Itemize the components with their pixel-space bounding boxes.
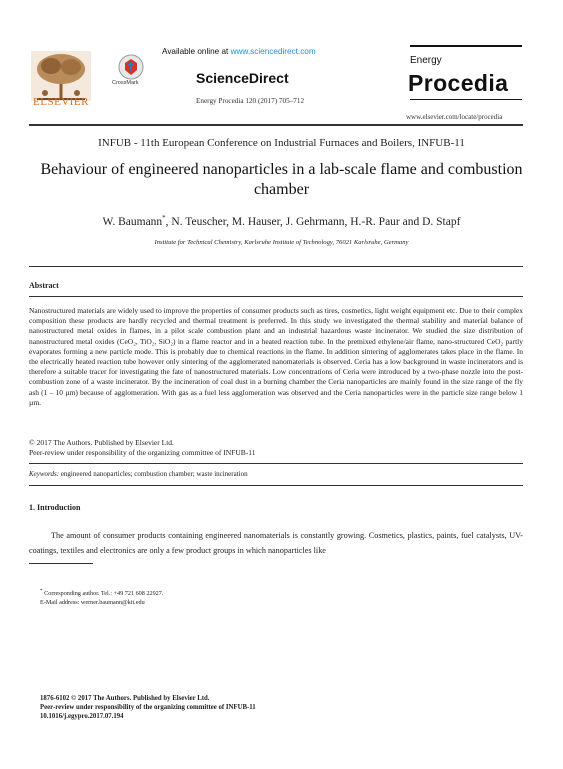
energy-label: Energy: [410, 55, 442, 66]
available-online-line: [162, 47, 316, 56]
journal-citation: Energy Procedia 120 (2017) 705–712: [196, 97, 305, 105]
copyright-line: © 2017 The Authors. Published by Elsevier Ltd.: [29, 438, 174, 447]
abstract-heading-rule: [29, 296, 523, 297]
journal-url[interactable]: www.elsevier.com/locate/procedia: [406, 113, 503, 121]
footnote-line1: Corresponding author. Tel.: +49 721 608 22927.: [42, 590, 164, 598]
affiliation: Institute for Technical Chemistry, Karlsruhe Institute of Technology, 76021 Karlsruhe, Germany: [154, 239, 409, 246]
available-prefix: Available online at: [162, 47, 231, 56]
elsevier-wordmark: ELSEVIER: [33, 96, 89, 108]
section-heading-introduction: 1. Introduction: [29, 503, 81, 512]
footnote-rule: [29, 563, 93, 564]
paper-title: Behaviour of engineered nanoparticles in a lab-scale flame and combustion chamber: [40, 161, 523, 198]
crossmark-label: CrossMark: [112, 80, 139, 86]
keywords-line: [29, 470, 248, 478]
copyright-block: [29, 438, 255, 458]
section-top-rule: [29, 485, 523, 486]
procedia-bottom-rule: [410, 99, 522, 100]
footnote-email: E-Mail address: werner.baumann@kit.edu: [40, 599, 145, 607]
other-authors: , N. Teuscher, M. Hauser, J. Gehrmann, H.-R. Paur and D. Stapf: [165, 215, 461, 228]
procedia-logo: Procedia: [408, 70, 509, 96]
crossmark-icon[interactable]: [118, 54, 144, 80]
corresponding-mark[interactable]: *: [162, 214, 166, 222]
first-author: W. Baumann: [102, 215, 163, 228]
issn-line: 1876-6102 © 2017 The Authors. Published by Elsevier Ltd.: [40, 695, 210, 702]
footnote-corresponding: [40, 587, 163, 598]
keywords-rule: [29, 463, 523, 464]
keywords-text: engineered nanoparticles; combustion chamber; waste incineration: [59, 470, 248, 478]
bottom-notice: [40, 694, 256, 721]
abstract-heading: Abstract: [29, 281, 59, 290]
peer-review-line: Peer-review under responsibility of the organizing committee of INFUB-11: [29, 448, 256, 457]
keywords-label: Keywords:: [29, 470, 60, 478]
abstract-top-rule: [29, 266, 523, 267]
doi-line[interactable]: 10.1016/j.egypro.2017.07.194: [40, 713, 124, 720]
author-list: [0, 214, 563, 228]
header-divider: [29, 124, 523, 126]
introduction-text: The amount of consumer products containing engineered nanomaterials is constantly growing. Cosmetics, plastics, paints, fuel catalysts, UV-coatings, textiles and electronics are only a few product groups in which nanoparticles like: [29, 531, 523, 555]
conference-name: INFUB - 11th European Conference on Industrial Furnaces and Boilers, INFUB-11: [98, 137, 465, 149]
footnote-mark: *: [40, 588, 43, 594]
abstract-text: Nanostructured materials are widely used to improve the properties of consumer products such as tires, cosmetics, light weight equipment etc. Due to their complex composition these products are hardly recycled and thermal treatment is preferred. In this study we investigated the thermal stability and material balance of nanostructured metal oxides in flames, in a pilot scale combustion plant and an industrial hazardous waste incinerator. We studied the size distribution of nanostructured metal oxides (CeO₂, TiO₂, SiO₂) in a flame reactor and in a heated reaction tube. In the premixed ethylene/air flame, nano-structured CeO₂ partly evaporates forming a new particle mode. This is probably due to chemical reactions in the flame. In addition sintering of agglomerates takes place in the flame. In the electrically heated reaction tube however only sintering of the agglomerated nanomaterials is observed. Ceria has a low background in waste incinerators and is therefore a suitable tracer for investigating the fate of nanostructured materials. Low concentrations of Ceria were introduced by a two-phase nozzle into the post-combustion zone of a waste incinerator. By the incineration of coal dust in a burning chamber the Ceria nanoparticles are mainly found in the size range of the fly ash (1 – 10 µm) because of agglomeration. With gas as a fuel less agglomeration was observed and the Ceria nanoparticles were in the particle size range below 1 µm.: [29, 306, 523, 407]
sciencedirect-link[interactable]: www.sciencedirect.com: [230, 47, 316, 56]
bottom-peer-review: Peer-review under responsibility of the organizing committee of INFUB-11: [40, 704, 256, 711]
sciencedirect-logo: ScienceDirect: [196, 70, 289, 86]
procedia-top-rule: [410, 45, 522, 47]
footnote: [40, 587, 163, 607]
